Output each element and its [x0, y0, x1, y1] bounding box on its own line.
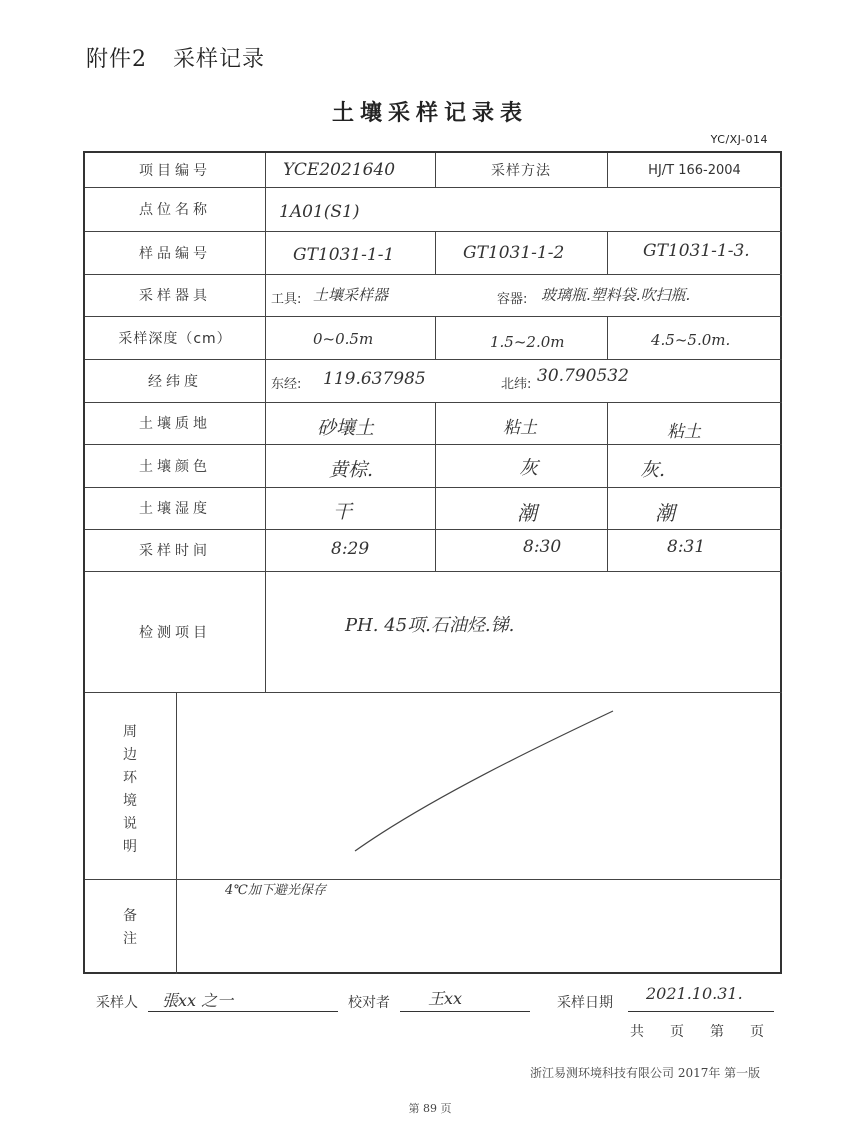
- depth-1: 0~0.5m: [313, 330, 374, 348]
- sampler-label: 采样人: [96, 995, 138, 1011]
- label-depth: 采样深度（cm）: [118, 330, 232, 347]
- col-divider: [607, 231, 608, 274]
- texture-3: 粘土: [667, 422, 701, 442]
- col-divider: [607, 402, 608, 572]
- color-1: 黄棕.: [329, 459, 374, 481]
- sampler-value: 張xx 之一: [162, 991, 234, 1010]
- container-value: 玻璃瓶.塑料袋.吹扫瓶.: [541, 286, 691, 304]
- test-items-value: PH. 45项.石油烃.锑.: [345, 615, 515, 636]
- col-divider: [435, 231, 436, 274]
- label-test-items: 检测项目: [139, 624, 211, 641]
- row-divider: [85, 879, 782, 880]
- record-table: [83, 151, 782, 974]
- date-line: [628, 1011, 774, 1012]
- north-value: 30.790532: [537, 366, 629, 386]
- time-2: 8:30: [523, 537, 562, 557]
- label-remarks: 备 注: [123, 908, 137, 947]
- label-texture: 土壤质地: [139, 416, 211, 432]
- page-count: 共 页 第 页: [630, 1024, 770, 1040]
- color-2: 灰: [519, 457, 539, 479]
- checker-label: 校对者: [348, 995, 390, 1011]
- point-name-value: 1A01(S1): [279, 202, 360, 222]
- label-environment: 周 边 环 境 说 明: [123, 724, 137, 855]
- label-tools: 采样器具: [139, 288, 211, 304]
- page-heading: [86, 42, 265, 73]
- label-project-no: 项目编号: [139, 163, 211, 179]
- attachment-label: 附件2: [86, 47, 147, 72]
- east-prefix: 东经:: [271, 377, 302, 392]
- sample-no-3: GT1031-1-3.: [643, 241, 750, 261]
- sample-no-2: GT1031-1-2: [463, 243, 565, 263]
- col-divider: [607, 316, 608, 359]
- time-3: 8:31: [667, 537, 706, 557]
- depth-2: 1.5~2.0m: [490, 333, 565, 351]
- sampler-line: [148, 1011, 338, 1012]
- remarks-value: 4℃加下避光保存: [225, 883, 326, 898]
- tool-value: 土壤采样器: [313, 286, 389, 304]
- east-value: 119.637985: [323, 369, 426, 389]
- north-prefix: 北纬:: [501, 377, 532, 392]
- texture-2: 粘土: [503, 418, 537, 438]
- moisture-3: 潮: [655, 501, 675, 525]
- container-prefix: 容器:: [497, 292, 528, 307]
- depth-3: 4.5~5.0m.: [651, 331, 731, 349]
- environment-sketch: [177, 693, 781, 879]
- moisture-2: 潮: [517, 501, 537, 525]
- date-value: 2021.10.31.: [646, 984, 743, 1003]
- texture-1: 砂壤土: [317, 417, 375, 439]
- color-3: 灰.: [640, 459, 666, 481]
- project-no-value: YCE2021640: [283, 160, 396, 180]
- company-line: 浙江易测环境科技有限公司 2017年 第一版: [530, 1066, 761, 1080]
- date-label: 采样日期: [557, 995, 613, 1011]
- sample-no-1: GT1031-1-1: [293, 245, 395, 265]
- time-1: 8:29: [331, 539, 370, 559]
- tool-prefix: 工具:: [271, 292, 302, 307]
- label-sample-no: 样品编号: [139, 245, 211, 262]
- label-point-name: 点位名称: [139, 202, 211, 218]
- form-title: 土壤采样记录表: [331, 101, 528, 126]
- label-moisture: 土壤湿度: [139, 501, 211, 517]
- checker-line: [400, 1011, 530, 1012]
- label-color: 土壤颜色: [139, 458, 211, 475]
- page-number: 第 89 页: [408, 1102, 452, 1115]
- moisture-1: 干: [333, 501, 353, 523]
- col-divider: [265, 153, 266, 692]
- label-method: 采样方法: [491, 163, 551, 179]
- col-divider: [435, 402, 436, 572]
- form-number: YC/XJ-014: [710, 133, 768, 146]
- attachment-title: 采样记录: [173, 47, 266, 72]
- method-value: HJ/T 166-2004: [648, 162, 741, 178]
- checker-value: 王xx: [428, 989, 463, 1008]
- label-time: 采样时间: [139, 543, 211, 559]
- label-coords: 经纬度: [148, 373, 202, 390]
- col-divider: [435, 316, 436, 359]
